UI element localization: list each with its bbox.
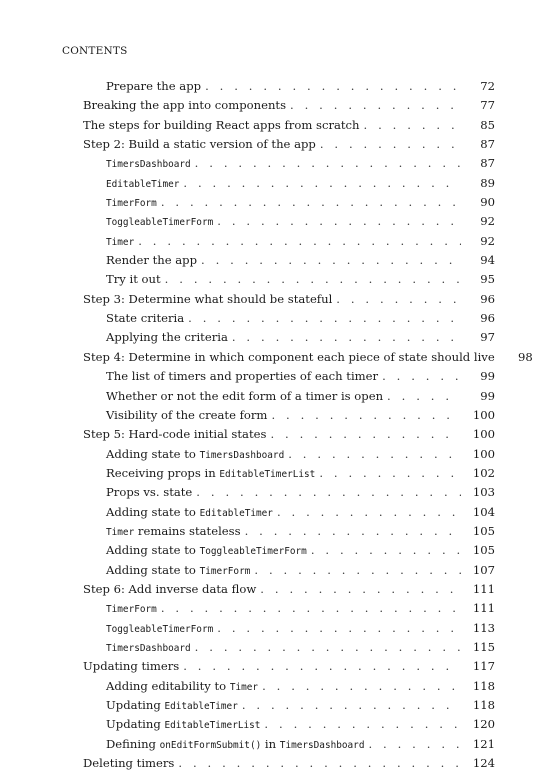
toc-page-number: 111 — [472, 581, 495, 596]
toc-page-number: 105 — [472, 543, 495, 558]
toc-page-number: 118 — [472, 698, 495, 712]
toc-subentry[interactable] — [83, 737, 495, 756]
toc-entry[interactable] — [83, 427, 495, 446]
title-text: The steps for building React apps from scratch — [83, 117, 360, 132]
toc-subentry[interactable] — [83, 369, 495, 388]
toc-entry-title — [106, 524, 241, 538]
dot-leader — [178, 756, 461, 770]
toc-entry-title — [83, 98, 286, 112]
toc-page-number: 77 — [480, 98, 495, 113]
dot-leader — [205, 79, 461, 93]
toc-page-number: 72 — [480, 79, 495, 93]
toc-entry-title — [106, 195, 157, 209]
toc-subentry[interactable] — [83, 543, 495, 562]
dot-leader — [188, 311, 461, 325]
title-text: Step 2: Build a static version of the app — [83, 137, 316, 152]
title-text: Prepare the app — [106, 79, 202, 93]
toc-entry[interactable] — [83, 756, 495, 775]
code-text: Timer — [229, 681, 259, 693]
toc-entry-title — [106, 698, 238, 712]
code-text: onEditFormSubmit() — [159, 739, 262, 751]
toc-entry-title — [83, 350, 495, 364]
toc-entry-title — [83, 582, 256, 596]
dot-leader — [217, 214, 461, 228]
toc-entry-title — [83, 427, 266, 441]
dot-leader — [201, 253, 461, 267]
dot-leader — [368, 737, 461, 751]
toc-entry[interactable] — [83, 659, 495, 678]
toc-entry-title — [106, 389, 383, 403]
toc-page-number: 115 — [472, 639, 495, 654]
running-head: CONTENTS — [62, 45, 128, 57]
toc-subentry[interactable] — [83, 640, 495, 659]
toc-page-number: 102 — [472, 465, 495, 480]
dot-leader — [138, 234, 461, 248]
dot-leader — [195, 640, 461, 654]
toc-subentry[interactable] — [83, 698, 495, 717]
toc-entry-title — [106, 330, 228, 344]
code-text: TimersDashboard — [199, 449, 285, 461]
toc-entry-title — [83, 137, 316, 151]
dot-leader — [387, 389, 461, 403]
toc-entry-title — [106, 214, 213, 228]
toc-page-number: 120 — [472, 717, 495, 732]
dot-leader — [270, 427, 461, 441]
title-text: Adding state to — [106, 446, 200, 461]
dot-leader — [242, 698, 461, 712]
title-text: Applying the criteria — [106, 330, 228, 345]
dot-leader — [336, 292, 461, 306]
toc-entry[interactable] — [83, 349, 533, 369]
dot-leader — [382, 369, 461, 383]
dot-leader — [217, 621, 461, 635]
title-text: Step 4: Determine in which component each piece of state should live — [83, 349, 495, 364]
toc-entry-title — [106, 543, 307, 557]
title-text: Updating — [106, 698, 165, 712]
table-of-contents — [83, 79, 533, 775]
dot-leader — [260, 582, 461, 596]
toc-subentry[interactable] — [83, 195, 495, 214]
toc-entry-title — [106, 369, 378, 383]
toc-subentry[interactable] — [83, 524, 495, 543]
toc-entry-title — [83, 292, 332, 306]
title-text: Updating — [106, 717, 165, 732]
toc-page-number: 100 — [472, 427, 495, 442]
toc-entry[interactable] — [83, 582, 495, 601]
toc-page-number: 85 — [480, 117, 495, 132]
toc-page-number: 117 — [472, 659, 495, 674]
dot-leader — [277, 505, 461, 519]
toc-entry-title — [106, 79, 201, 93]
toc-subentry[interactable] — [83, 311, 495, 330]
toc-entry[interactable] — [83, 98, 495, 117]
toc-entry-title — [106, 253, 197, 267]
toc-page-number: 113 — [472, 620, 495, 635]
toc-page-number: 104 — [472, 504, 495, 519]
toc-page-number: 87 — [480, 137, 495, 152]
dot-leader — [364, 118, 461, 132]
title-text: Visibility of the create form — [106, 407, 268, 422]
title-text: remains stateless — [134, 523, 241, 538]
title-text: State criteria — [106, 311, 185, 326]
dot-leader — [264, 717, 461, 731]
toc-subentry[interactable] — [83, 408, 495, 427]
toc-entry-title — [106, 621, 213, 635]
toc-page-number: 98 — [517, 349, 533, 364]
toc-subentry[interactable] — [83, 272, 495, 291]
toc-page-number: 105 — [472, 523, 495, 538]
toc-entry-title — [106, 311, 184, 325]
code-text: ToggleableTimerForm — [106, 217, 214, 229]
toc-entry-title — [106, 737, 364, 751]
code-text: Timer — [106, 526, 135, 538]
toc-entry-title — [106, 679, 258, 693]
code-text: EditableTimerList — [164, 720, 261, 732]
toc-subentry[interactable] — [83, 176, 495, 195]
toc-entry[interactable] — [83, 118, 495, 137]
title-text: Render the app — [106, 253, 197, 268]
toc-subentry[interactable] — [83, 717, 495, 736]
toc-subentry[interactable] — [83, 253, 495, 272]
title-text: in — [261, 736, 280, 751]
toc-entry-title — [106, 466, 315, 480]
toc-subentry[interactable] — [83, 447, 495, 466]
code-text: ToggleableTimerForm — [106, 623, 214, 635]
title-text: Deleting timers — [83, 756, 175, 771]
toc-page-number: 97 — [480, 330, 495, 345]
dot-leader — [254, 563, 461, 577]
code-text: EditableTimer — [106, 178, 180, 190]
toc-subentry[interactable] — [83, 234, 495, 253]
code-text: TimersDashboard — [106, 159, 191, 171]
toc-subentry[interactable] — [83, 466, 495, 485]
dot-leader — [290, 98, 461, 112]
title-text: Try it out — [106, 272, 161, 287]
code-text: TimerForm — [106, 198, 157, 210]
dot-leader — [196, 485, 461, 499]
dot-leader — [165, 272, 461, 286]
toc-entry-title — [106, 447, 284, 461]
toc-page-number: 100 — [472, 407, 495, 422]
toc-entry-title — [106, 563, 250, 577]
title-text: Adding editability to — [106, 678, 230, 693]
dot-leader — [195, 156, 461, 170]
toc-entry-title — [106, 640, 191, 654]
toc-page-number: 87 — [480, 156, 495, 171]
toc-entry-title — [106, 156, 191, 170]
toc-page-number: 99 — [480, 388, 495, 403]
toc-page-number: 90 — [480, 195, 495, 210]
title-text: Props vs. state — [106, 485, 193, 500]
dot-leader — [232, 330, 461, 344]
toc-subentry[interactable] — [83, 330, 495, 349]
title-text: Updating timers — [83, 659, 180, 674]
dot-leader — [311, 543, 461, 557]
toc-entry[interactable] — [83, 292, 495, 311]
toc-entry-title — [106, 717, 260, 731]
code-text: EditableTimerList — [219, 468, 316, 480]
toc-entry-title — [106, 234, 134, 248]
dot-leader — [161, 601, 461, 615]
toc-page-number: 118 — [472, 678, 495, 693]
toc-page-number: 94 — [480, 253, 495, 268]
dot-leader — [288, 447, 461, 461]
toc-subentry[interactable] — [83, 485, 495, 504]
toc-page-number: 89 — [480, 175, 495, 190]
code-text: TimersDashboard — [279, 739, 365, 751]
title-text: Receiving props in — [106, 465, 220, 480]
dot-leader — [245, 524, 461, 538]
title-text: Step 5: Hard-code initial states — [83, 427, 267, 442]
toc-page-number: 96 — [480, 311, 495, 326]
toc-page-number: 92 — [480, 233, 495, 248]
toc-entry-title — [106, 485, 192, 499]
toc-page-number: 111 — [472, 601, 495, 616]
title-text: Whether or not the edit form of a timer is open — [106, 388, 384, 403]
toc-entry-title — [106, 272, 161, 286]
toc-entry-title — [106, 408, 267, 422]
toc-subentry[interactable] — [83, 505, 495, 524]
toc-subentry[interactable] — [83, 679, 495, 698]
toc-page-number: 107 — [472, 562, 495, 577]
toc-entry-title — [83, 756, 174, 770]
code-text: TimerForm — [199, 565, 251, 577]
code-text: ToggleableTimerForm — [199, 546, 307, 558]
toc-entry-title — [83, 659, 179, 673]
code-text: TimersDashboard — [106, 642, 191, 654]
title-text: Step 3: Determine what should be stateful — [83, 291, 333, 306]
toc-subentry[interactable] — [83, 563, 495, 582]
toc-page-number: 92 — [480, 214, 495, 229]
toc-subentry[interactable] — [83, 214, 495, 233]
code-text: EditableTimer — [199, 507, 273, 519]
toc-entry-title — [106, 505, 273, 519]
dot-leader — [262, 679, 461, 693]
toc-page-number: 124 — [472, 756, 495, 771]
dot-leader — [320, 137, 461, 151]
toc-page-number: 95 — [480, 272, 495, 287]
title-text: Adding state to — [106, 504, 200, 519]
dot-leader — [183, 659, 461, 673]
code-text: TimerForm — [106, 604, 157, 616]
toc-page-number: 103 — [472, 485, 495, 500]
toc-subentry[interactable] — [83, 389, 495, 408]
toc-subentry[interactable] — [83, 621, 495, 640]
title-text: Step 6: Add inverse data flow — [83, 581, 257, 596]
title-text: Defining — [106, 736, 160, 751]
title-text: The list of timers and properties of each timer — [106, 369, 379, 384]
toc-entry-title — [83, 118, 360, 132]
toc-page-number: 100 — [472, 446, 495, 461]
title-text: Adding state to — [106, 562, 200, 577]
toc-page-number: 99 — [480, 369, 495, 384]
toc-entry-title — [106, 601, 157, 615]
title-text: Adding state to — [106, 543, 200, 558]
dot-leader — [271, 408, 461, 422]
code-text: Timer — [106, 236, 135, 248]
toc-subentry[interactable] — [83, 601, 495, 620]
dot-leader — [161, 195, 461, 209]
toc-page-number: 96 — [480, 291, 495, 306]
toc-entry-title — [106, 176, 179, 190]
toc-entry[interactable] — [83, 137, 495, 156]
code-text: EditableTimer — [164, 701, 238, 712]
title-text: Breaking the app into components — [83, 98, 287, 113]
toc-subentry[interactable] — [83, 79, 495, 98]
toc-page-number: 121 — [472, 736, 495, 751]
dot-leader — [183, 176, 461, 190]
toc-subentry[interactable] — [83, 156, 495, 175]
dot-leader — [319, 466, 461, 480]
